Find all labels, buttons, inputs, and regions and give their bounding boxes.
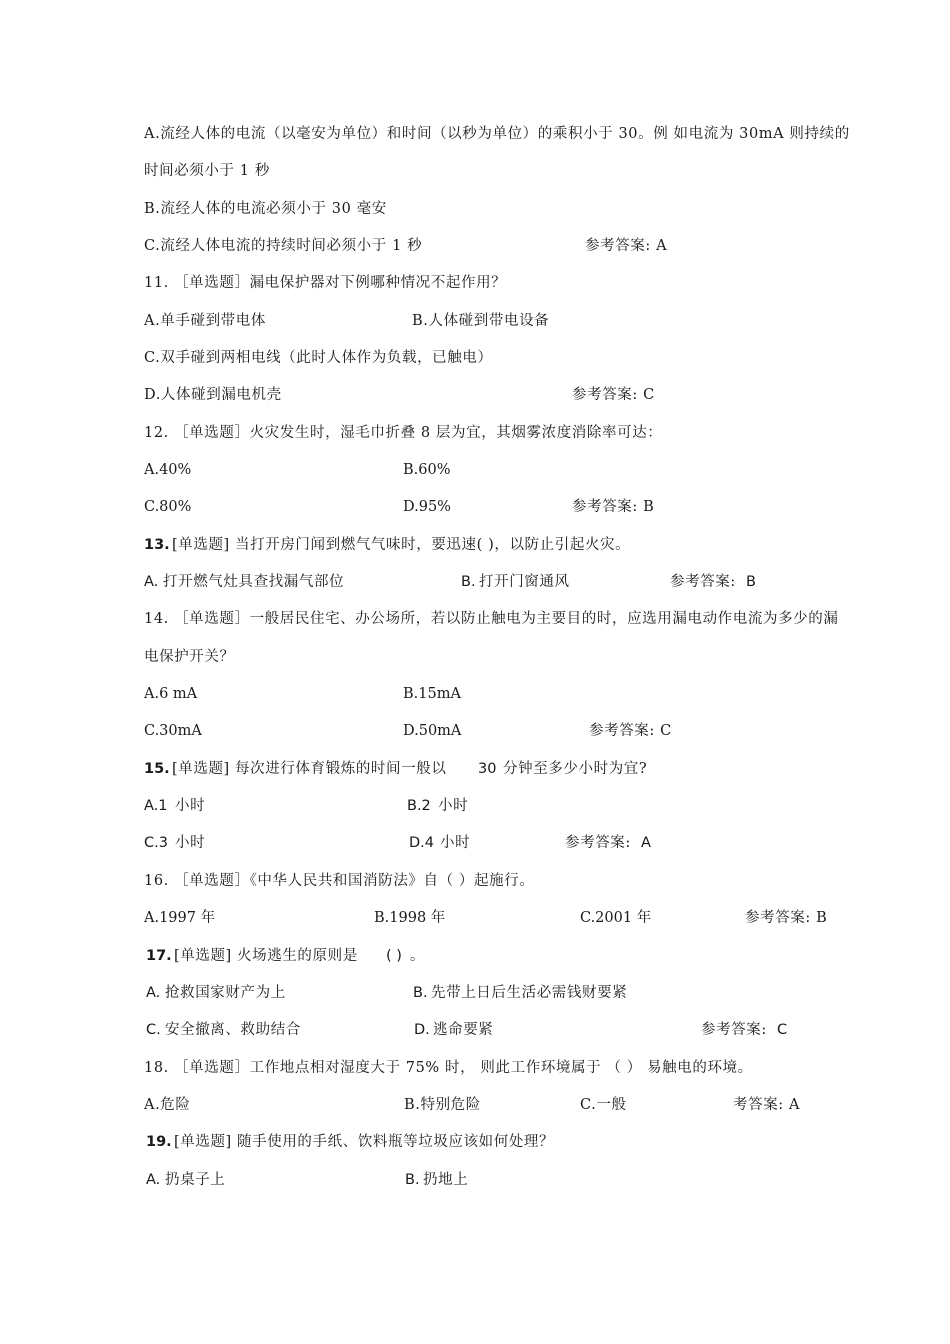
q17-option-d: 逃命要紧 — [433, 1022, 494, 1038]
q15-option-c: 小时 — [175, 835, 206, 851]
q10-option-c-text: C.流经人体电流的持续时间必须小于 1 秒 — [144, 238, 423, 254]
q15-option-a: 小时 — [175, 798, 206, 814]
q14-stem-text-cont: 电保护开关？ — [144, 649, 235, 665]
q13-option-b-letter: B. — [461, 574, 476, 590]
q17-answer-label: 参考答案: — [701, 1022, 767, 1038]
q19-option-a: 扔桌子上 — [165, 1172, 226, 1188]
q17-number: 17. — [146, 948, 172, 964]
q14-option-d: D.50mA — [403, 723, 462, 739]
q19-option-a-letter: A. — [146, 1172, 161, 1188]
q18-stem-text: 18. ［单选题］工作地点相对湿度大于 75% 时， 则此工作环境属于 （ ） 易触电的环境。 — [144, 1060, 753, 1076]
q13-option-b: 打开门窗通风 — [479, 574, 570, 590]
q19-stem-text: [单选题] 随手使用的手纸、饮料瓶等垃圾应该如何处理？ — [174, 1134, 555, 1150]
q15-stem-post: 分钟至多少小时为宜? — [503, 761, 648, 777]
q13-option-a: 打开燃气灶具查找漏气部位 — [163, 574, 345, 590]
q15-option-b-letter: B.2 — [407, 798, 431, 814]
q10-option-b-text: B.流经人体的电流必须小于 30 毫安 — [144, 201, 387, 217]
q16-option-b: B.1998 年 — [374, 910, 446, 926]
q16-stem-text: 16. ［单选题］《中华人民共和国消防法》自（ ）起施行。 — [144, 873, 535, 889]
q17-answer-value: C — [777, 1022, 788, 1038]
q17-option-c-letter: C. — [146, 1022, 161, 1038]
q12-option-c: C.80% — [144, 499, 192, 515]
q13-answer-value: B — [746, 574, 756, 590]
q17-stem-pre: [单选题] 火场逃生的原则是 — [174, 948, 358, 964]
q14-option-a: A.6 mA — [144, 686, 198, 702]
q14-option-b: B.15mA — [403, 686, 461, 702]
q11-option-a: A.单手碰到带电体 — [144, 313, 266, 329]
q12-option-a: A.40% — [144, 462, 192, 478]
q14-stem-text: 14. ［单选题］一般居民住宅、办公场所，若以防止触电为主要目的时，应选用漏电动作电流为多少的漏 — [144, 611, 839, 627]
q15-option-c-letter: C.3 — [144, 835, 168, 851]
q12-answer: 参考答案: B — [572, 499, 655, 515]
q15-stem-pre: [单选题] 每次进行体育锻炼的时间一般以 — [172, 761, 447, 777]
q14-option-c: C.30mA — [144, 723, 202, 739]
q16-option-a: A.1997 年 — [144, 910, 216, 926]
q12-option-b: B.60% — [403, 462, 451, 478]
q10-answer: 参考答案: A — [585, 238, 668, 254]
q11-answer: 参考答案: C — [572, 387, 655, 403]
q16-option-c: C.2001 年 — [580, 910, 652, 926]
q11-option-b: B.人体碰到带电设备 — [412, 313, 550, 329]
q15-number: 15. — [144, 761, 170, 777]
q18-option-a: A.危险 — [144, 1097, 191, 1113]
q13-option-a-letter: A. — [144, 574, 159, 590]
q10-option-a-text-cont: 时间必须小于 1 秒 — [144, 163, 270, 179]
q15-option-d-letter: D.4 — [409, 835, 434, 851]
q15-option-b: 小时 — [438, 798, 469, 814]
q11-stem-text: 11. ［单选题］漏电保护器对下例哪种情况不起作用？ — [144, 275, 507, 291]
q13-stem-text: [单选题] 当打开房门闻到燃气气味时，要迅速( )，以防止引起火灾。 — [172, 537, 631, 553]
q14-answer: 参考答案: C — [589, 723, 672, 739]
q17-stem-post: 。 — [410, 948, 425, 964]
q18-option-c: C.一般 — [580, 1097, 627, 1113]
q16-answer: 参考答案: B — [745, 910, 828, 926]
q11-option-c: C.双手碰到两相电线（此时人体作为负载，已触电） — [144, 350, 493, 366]
q11-option-d: D.人体碰到漏电机壳 — [144, 387, 282, 403]
q15-stem-number: 30 — [478, 761, 497, 777]
q12-stem-text: 12. ［单选题］火灾发生时，湿毛巾折叠 8 层为宜，其烟雾浓度消除率可达： — [144, 425, 663, 441]
q19-option-b-letter: B. — [405, 1172, 420, 1188]
q17-stem-paren: ( ) — [386, 948, 402, 964]
q15-option-a-letter: A.1 — [144, 798, 168, 814]
q18-option-b: B.特别危险 — [404, 1097, 481, 1113]
q19-number: 19. — [146, 1134, 172, 1150]
q13-number: 13. — [144, 537, 170, 553]
q10-option-a-text: A.流经人体的电流（以毫安为单位）和时间（以秒为单位）的乘积小于 30。例 如电流为 30mA 则持续的 — [144, 126, 850, 142]
q18-answer: 考答案: A — [733, 1097, 801, 1113]
q17-option-a-letter: A. — [146, 985, 161, 1001]
q17-option-b: 先带上日后生活必需钱财要紧 — [431, 985, 628, 1001]
q17-option-b-letter: B. — [413, 985, 428, 1001]
q17-option-c: 安全撤离、救助结合 — [165, 1022, 301, 1038]
q19-option-b: 扔地上 — [423, 1172, 469, 1188]
q15-answer-label: 参考答案: — [565, 835, 631, 851]
q15-option-d: 小时 — [440, 835, 471, 851]
q17-option-a: 抢救国家财产为上 — [165, 985, 286, 1001]
q12-option-d: D.95% — [403, 499, 451, 515]
q13-answer-label: 参考答案: — [670, 574, 736, 590]
q17-option-d-letter: D. — [414, 1022, 430, 1038]
q15-answer-value: A — [641, 835, 651, 851]
